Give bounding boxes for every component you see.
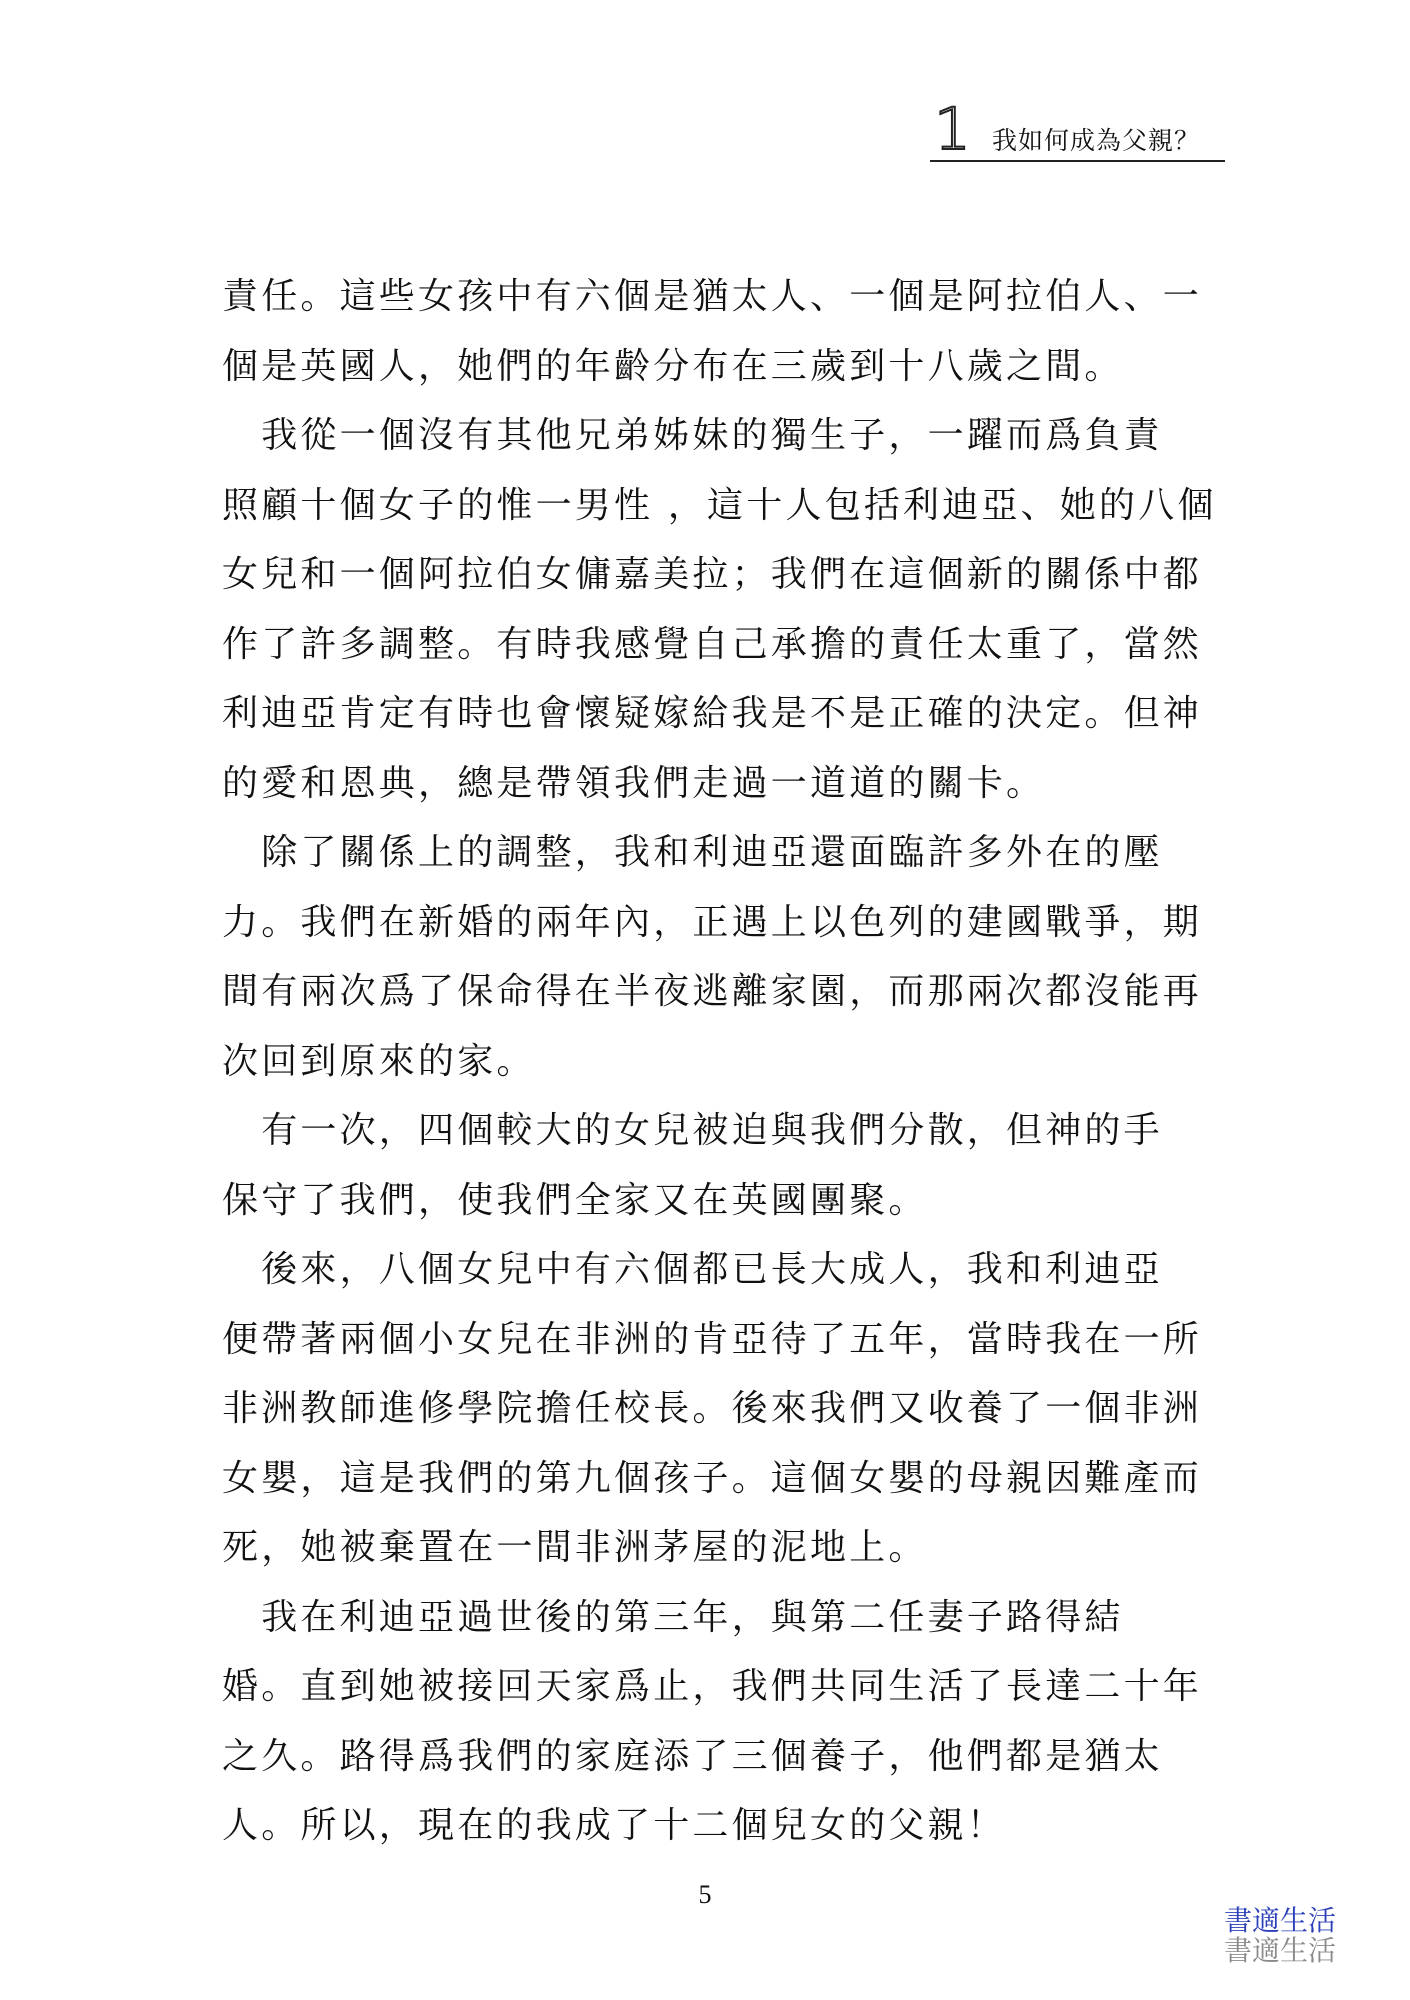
publisher-watermark: [1224, 1906, 1384, 1966]
text-line: 次回到原來的家。: [222, 1040, 536, 1082]
text-line: 婚。直到她被接回天家爲止，我們共同生活了長達二十年: [222, 1666, 1203, 1707]
text-line: 有一次，四個較大的女兒被迫與我們分散，但神的手: [222, 1110, 1163, 1151]
text-line: 我從一個沒有其他兄弟姊妹的獨生子，一躍而爲負責: [222, 415, 1163, 456]
text-line: 照顧十個女子的惟一男性 ，這十人包括利迪亞、她的八個: [222, 484, 1217, 526]
text-line: 保守了我們，使我們全家又在英國團聚。: [222, 1179, 928, 1221]
text-line: 便帶著兩個小女兒在非洲的肯亞待了五年，當時我在一所: [222, 1318, 1203, 1360]
text-line: 人。所以，現在的我成了十二個兒女的父親！: [222, 1805, 1007, 1846]
text-line: 後來，八個女兒中有六個都已長大成人，我和利迪亞: [222, 1249, 1163, 1290]
body-text: [222, 262, 1217, 1861]
text-line: 力。我們在新婚的兩年內，正遇上以色列的建國戰爭，期: [222, 901, 1203, 943]
text-line: 女嬰，這是我們的第九個孩子。這個女嬰的母親因難產而: [222, 1457, 1203, 1499]
page-number: 5: [698, 1880, 712, 1909]
text-line: 作了許多調整。有時我感覺自己承擔的責任太重了，當然: [222, 623, 1203, 665]
text-line: 我在利迪亞過世後的第三年，與第二任妻子路得結: [222, 1596, 1124, 1638]
text-line: 除了關係上的調整，我和利迪亞還面臨許多外在的壓: [222, 832, 1163, 873]
text-line: 之久。路得爲我們的家庭添了三個養子，他們都是猶太: [222, 1735, 1163, 1777]
text-line: 非洲教師進修學院擔任校長。後來我們又收養了一個非洲: [222, 1388, 1203, 1429]
text-line: 死，她被棄置在一間非洲茅屋的泥地上。: [222, 1527, 928, 1568]
text-line: 的愛和恩典，總是帶領我們走過一道道的關卡。: [222, 762, 1046, 804]
watermark-line-gray: 書適生活: [1224, 1934, 1337, 1967]
text-line: 個是英國人，她們的年齡分布在三歲到十八歲之間。: [222, 345, 1124, 387]
chapter-title: 我如何成為父親？: [992, 126, 1201, 155]
watermark-line-blue: 書適生活: [1224, 1904, 1337, 1937]
text-line: 利迪亞肯定有時也會懷疑嫁給我是不是正確的決定。但神: [222, 693, 1203, 734]
running-header: [930, 95, 1225, 163]
text-line: 間有兩次爲了保命得在半夜逃離家園，而那兩次都沒能再: [222, 971, 1203, 1012]
chapter-number: 1: [934, 95, 971, 163]
text-line: 女兒和一個阿拉伯女傭嘉美拉；我們在這個新的關係中都: [222, 554, 1203, 595]
text-line: 責任。這些女孩中有六個是猶太人、一個是阿拉伯人、一: [222, 276, 1203, 317]
